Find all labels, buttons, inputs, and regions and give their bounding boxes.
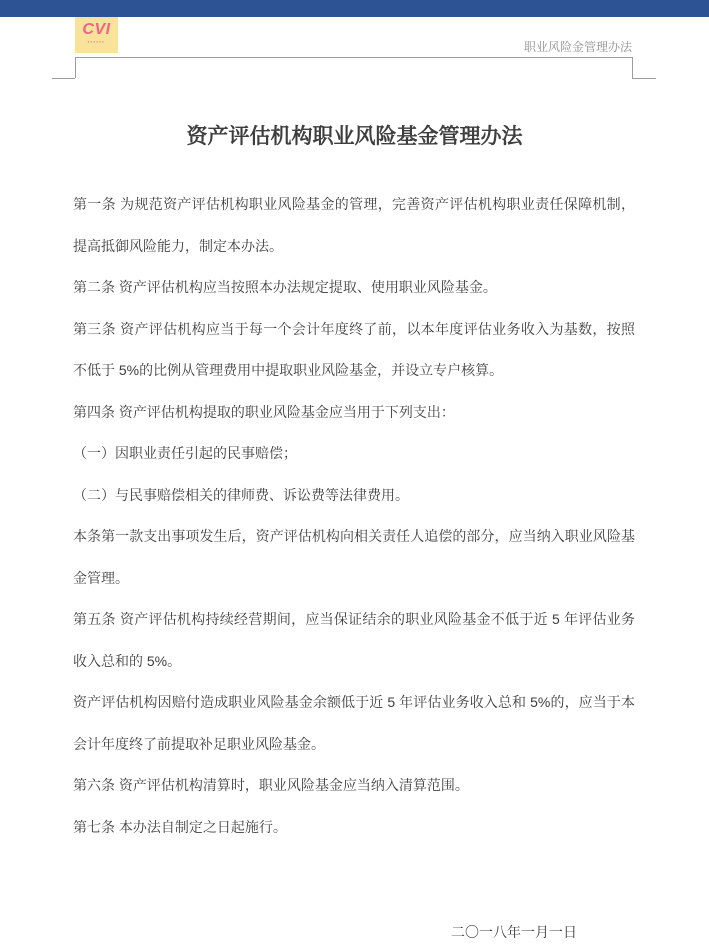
footer-date: 二〇一八年一月一日 [451,924,577,940]
cvi-logo [75,17,118,53]
page-title: 资产评估机构职业风险基金管理办法 [186,125,523,149]
header-mark-left-vertical [75,57,76,78]
paragraph-article-5b: 资产评估机构因赔付造成职业风险基金余额低于近 5 年评估业务收入总和 5%的，应当于本会计年度终了前提取补足职业风险基金。 [73,694,635,752]
paragraph-article-5: 第五条 资产评估机构持续经营期间，应当保证结余的职业风险基金不低于近 5 年评估业务收入总和的 5%。 [73,611,635,669]
paragraph-article-6: 第六条 资产评估机构清算时，职业风险基金应当纳入清算范围。 [73,777,469,793]
paragraph-article-3: 第三条 资产评估机构应当于每一个会计年度终了前，以本年度评估业务收入为基数，按照不低于 5%的比例从管理费用中提取职业风险基金，并设立专户核算。 [73,320,635,378]
paragraph-item-2: （二）与民事赔偿相关的律师费、诉讼费等法律费用。 [73,486,409,503]
logo-text: CVI [82,21,111,38]
header-mark-right-vertical [632,57,633,78]
paragraph-article-7: 第七条 本办法自制定之日起施行。 [73,818,287,835]
paragraph-article-2: 第二条 资产评估机构应当按照本办法规定提取、使用职业风险基金。 [73,279,497,295]
paragraph-article-4: 第四条 资产评估机构提取的职业风险基金应当用于下列支出： [73,403,455,420]
logo-subtext: ▪▪▪▪▪▪ [87,39,106,44]
paragraph-article-1: 第一条 为规范资产评估机构职业风险基金的管理，完善资产评估机构职业责任保障机制，提高抵御风险能力，制定本办法。 [73,196,635,254]
paragraph-item-1: （一）因职业责任引起的民事赔偿； [73,445,297,461]
top-accent-bar [0,0,709,17]
header-mark-right-horizontal [632,78,656,79]
header-doc-label: 职业风险金管理办法 [523,40,632,54]
document-body [73,184,635,848]
header-mark-left-horizontal [52,78,75,79]
header-rule [75,57,632,58]
paragraph-clause: 本条第一款支出事项发生后，资产评估机构向相关责任人追偿的部分，应当纳入职业风险基金管理。 [73,528,635,586]
